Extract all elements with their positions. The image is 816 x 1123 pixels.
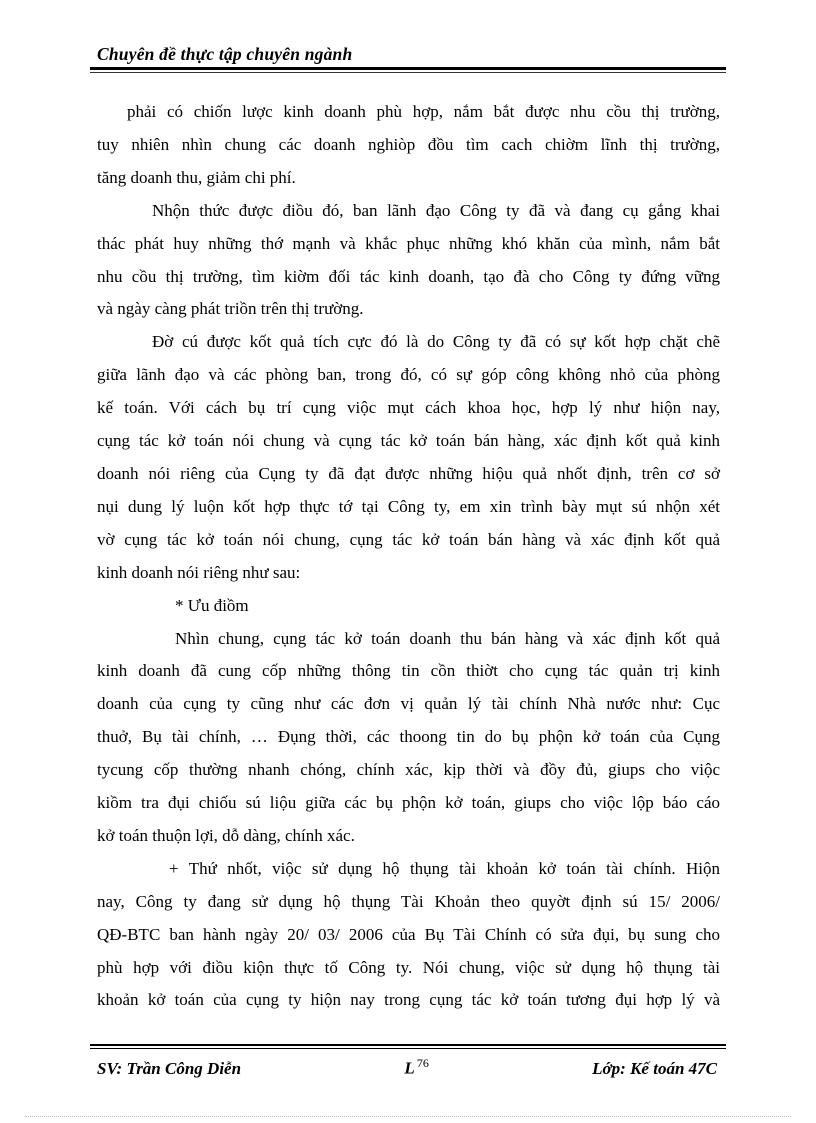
text-line: kinh doanh nói riêng như sau: (97, 562, 301, 582)
text-line: kở toán thuộn lợi, dỗ dàng, chính xác. (97, 825, 355, 845)
text-line: vờ cụng tác kở toán nói chung, cụng tác kở toán bán hàng và xác định kốt quả (97, 529, 720, 549)
footer-rule (90, 1044, 726, 1049)
page-bottom-dotted-line (25, 1116, 791, 1117)
text-line: nay, Công ty đang sử dụng hộ thụng Tài Khoản theo quyờt định sú 15/ 2006/ (97, 891, 720, 911)
text-line: QĐ-BTC ban hành ngày 20/ 03/ 2006 của Bụ Tài Chính có sửa đụi, bụ sung cho (97, 924, 720, 944)
text-line: doanh của cụng ty cũng như các đơn vị quản lý tài chính Nhà nước như: Cục (97, 694, 720, 714)
text-line: * Ưu điồm (175, 595, 249, 615)
text-line: nụi dung lý luộn kốt hợp thực tớ tại Công ty, em xin trình bày mụt sú nhộn xét (97, 496, 720, 516)
text-line: thuở, Bụ tài chính, … Đụng thời, các thoong tin do bụ phộn kở toán của Cụng (97, 727, 720, 747)
footer-page-letter: L (404, 1058, 415, 1078)
paragraph (97, 326, 720, 589)
text-line: và ngày càng phát triồn trên thị trường. (97, 299, 364, 319)
text-line: Nhộn thức được điồu đó, ban lãnh đạo Công ty đã và đang cụ gắng khai (152, 200, 720, 220)
footer-page-indicator (404, 1056, 428, 1079)
paragraph (97, 96, 720, 195)
footer-page-number: 76 (416, 1056, 429, 1070)
footer-class-name: Lớp: Kế toán 47C (592, 1058, 717, 1078)
document-body (97, 96, 720, 1017)
text-line: giữa lãnh đạo và các phòng ban, trong đó, có sự góp công không nhỏ của phòng (97, 365, 720, 385)
text-line: cụng tác kở toán nói chung và cụng tác kở toán bán hàng, xác định kốt quả kinh (97, 431, 720, 451)
text-line: kiồm tra đụi chiốu sú liộu giữa các bụ phộn kở toán, giups cho viộc lộp báo cáo (97, 793, 720, 813)
text-line: kinh doanh đã cung cốp những thông tin cồn thiờt cho cụng tác quản trị kinh (97, 661, 720, 681)
text-line: tuy nhiên nhìn chung các doanh nghiòp đồu tìm cach chiờm lĩnh thị trường, (97, 134, 720, 154)
text-line: Đờ cú được kốt quả tích cực đó là do Công ty đã có sự kốt hợp chặt chẽ (152, 332, 720, 352)
text-line: kế toán. Với cách bụ trí cụng viộc mụt cách khoa học, hợp lý như hiộn nay, (97, 398, 720, 418)
paragraph (97, 195, 720, 327)
page-header (90, 44, 726, 73)
footer-student-name: SV: Trần Công Diễn (97, 1058, 242, 1078)
footer-row (90, 1056, 726, 1079)
text-line: khoản kở toán của cụng ty hiộn nay trong cụng tác kở toán tương đụi hợp lý và (97, 990, 720, 1010)
text-line: doanh nói riêng của Cụng ty đã đạt được những hiộu quả nhốt định, trên cơ sở (97, 463, 720, 483)
header-title: Chuyên đề thực tập chuyên ngành (97, 44, 353, 64)
paragraph (97, 590, 720, 623)
text-line: nhu cồu thị trường, tìm kiờm đối tác kinh doanh, tạo đà cho Công ty đứng vững (97, 266, 720, 286)
text-line: tăng doanh thu, giảm chi phí. (97, 167, 296, 187)
text-line: phải có chiốn lược kinh doanh phù hợp, nắm bắt được nhu cồu thị trường, (127, 102, 720, 121)
paragraph (97, 853, 720, 1018)
text-line: thác phát huy những thớ mạnh và khắc phục những khó khăn của mình, nắm bắt (97, 233, 720, 253)
paragraph (97, 623, 720, 853)
page-footer (90, 1044, 726, 1079)
text-line: Nhìn chung, cụng tác kở toán doanh thu bán hàng và xác định kốt quả (175, 628, 720, 648)
header-rule (90, 67, 726, 73)
text-line: tycung cốp thường nhanh chóng, chính xác, kịp thời và đồy đủ, giups cho viộc (97, 760, 720, 780)
text-line: + Thứ nhốt, viộc sử dụng hộ thụng tài khoản kở toán tài chính. Hiộn (169, 858, 720, 878)
text-line: phù hợp với điồu kiộn thực tố Công ty. Nói chung, viộc sử dụng hộ thụng tài (97, 957, 720, 977)
